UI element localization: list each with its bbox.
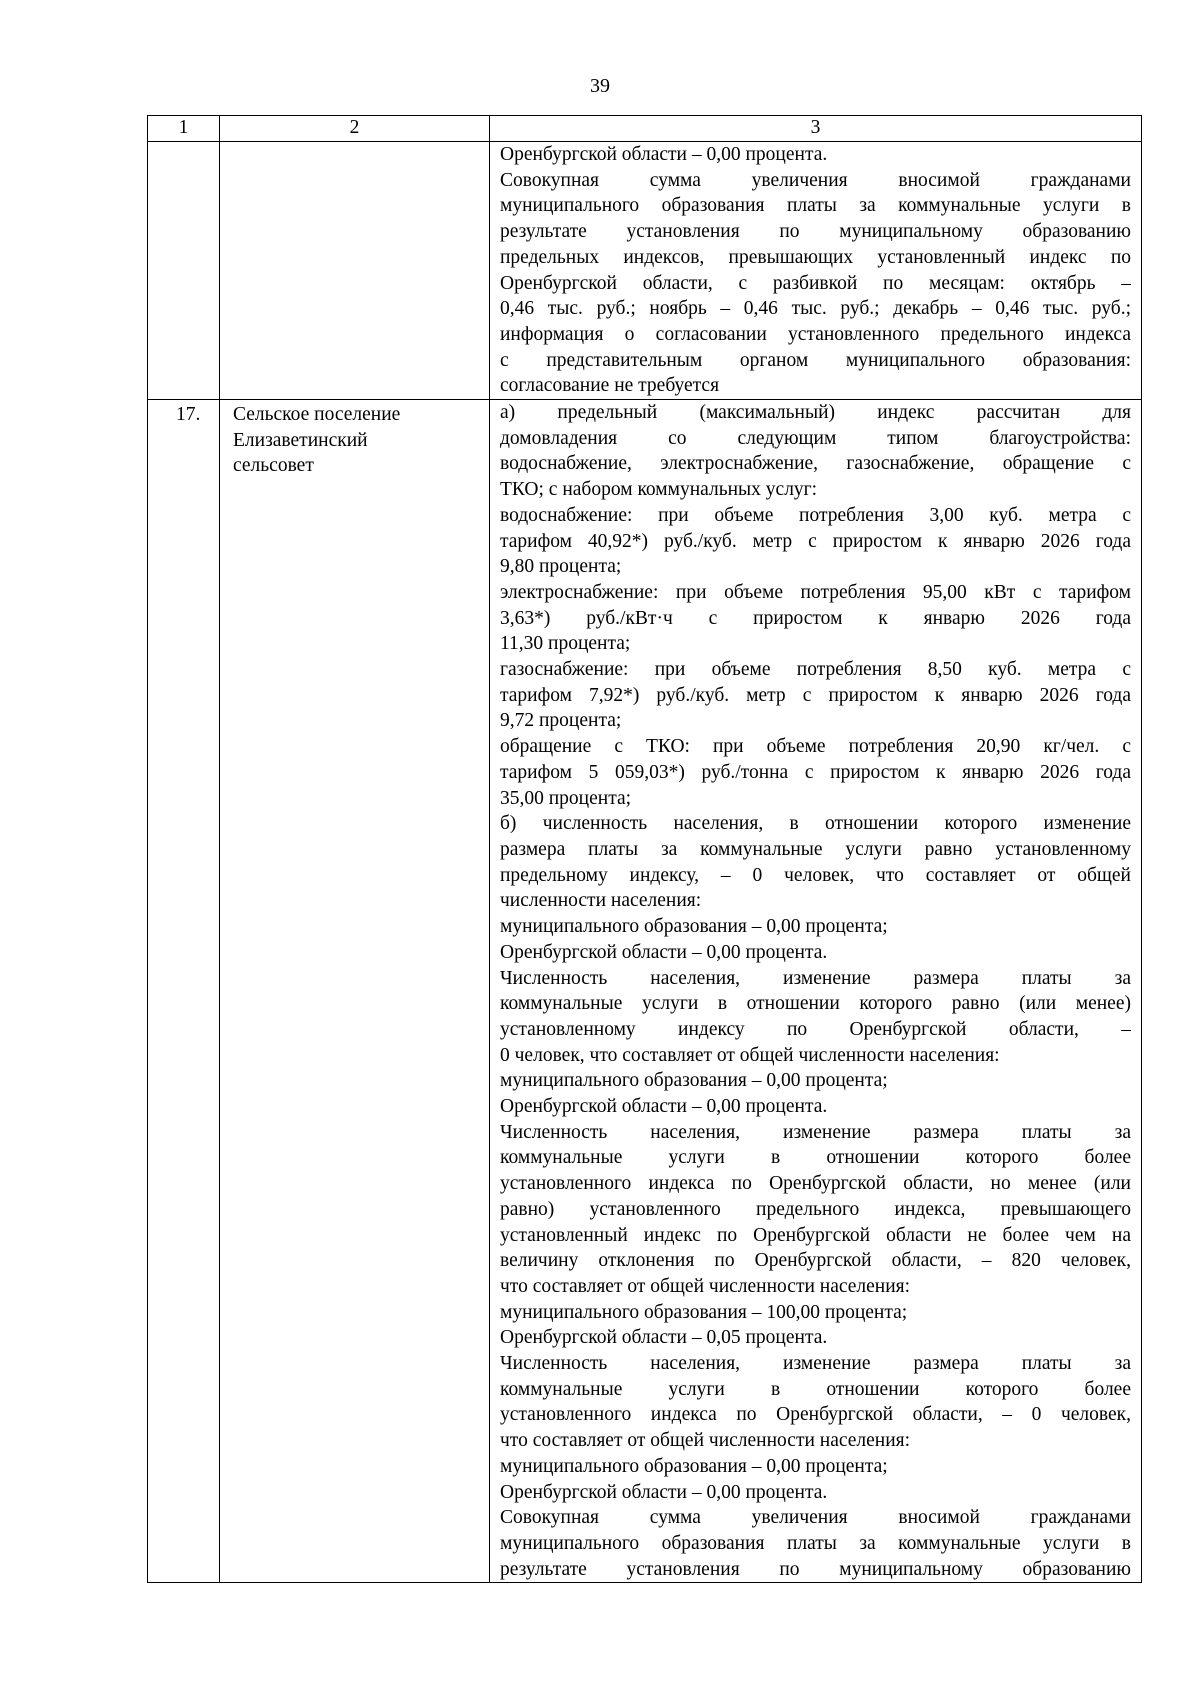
text-line: 11,30 процента;	[500, 633, 631, 655]
text-line: 0,46 тыс. руб.; ноябрь – 0,46 тыс. руб.; декабрь – 0,46 тыс. руб.;	[500, 298, 1131, 320]
index-description-text	[500, 400, 1131, 1582]
text-line: предельных индексов, превышающих установленный индекс по	[500, 246, 1131, 268]
text-line: Совокупная сумма увеличения вносимой гражданами	[500, 169, 1131, 191]
text-line: результате установления по муниципальному образованию	[500, 221, 1131, 243]
continuation-text-cell	[490, 142, 1142, 400]
text-line: муниципального образования – 0,00 процента;	[500, 1070, 888, 1092]
index-description-cell	[490, 400, 1142, 1583]
municipality-name-line: Елизаветинский	[233, 429, 368, 451]
text-line: численности населения:	[500, 890, 702, 912]
text-line: 0 человек, что составляет от общей численности населения:	[500, 1044, 1000, 1066]
text-line: Оренбургской области – 0,00 процента.	[500, 941, 828, 963]
text-line: Численность населения, изменение размера платы за	[500, 1353, 1131, 1375]
text-line: 9,80 процента;	[500, 556, 622, 578]
text-line: с представительным органом муниципального образования:	[500, 349, 1131, 371]
column-header-3: 3	[490, 116, 1142, 142]
table-row-17	[148, 400, 1142, 1583]
text-line: что составляет от общей численности населения:	[500, 1430, 911, 1452]
text-line: информация о согласовании установленного предельного индекса	[500, 323, 1131, 345]
tariff-index-table	[147, 115, 1142, 1583]
text-line: тарифом 40,92*) руб./куб. метр с приростом к январю 2026 года	[500, 530, 1131, 552]
text-line: Совокупная сумма увеличения вносимой гражданами	[500, 1507, 1131, 1529]
municipality-name-line: Сельское поселение	[233, 404, 401, 426]
text-line: муниципального образования платы за коммунальные услуги в	[500, 195, 1131, 217]
municipality-name	[220, 400, 490, 1583]
text-line: 3,63*) руб./кВт·ч с приростом к январю 2026 года	[500, 607, 1131, 629]
text-line: коммунальные услуги в отношении которого равно (или менее)	[500, 993, 1131, 1015]
text-line: величину отклонения по Оренбургской области, – 820 человек,	[500, 1250, 1131, 1272]
text-line: муниципального образования – 100,00 процента;	[500, 1301, 908, 1323]
text-line: обращение с ТКО: при объеме потребления 20,90 кг/чел. с	[500, 736, 1131, 758]
text-line: что составляет от общей численности населения:	[500, 1275, 911, 1297]
text-line: результате установления по муниципальному образованию	[500, 1558, 1131, 1580]
table-row-continuation	[148, 142, 1142, 400]
text-line: Оренбургской области – 0,00 процента.	[500, 144, 828, 165]
text-line: коммунальные услуги в отношении которого более	[500, 1378, 1131, 1400]
text-line: Оренбургской области – 0,00 процента.	[500, 1481, 828, 1503]
text-line: газоснабжение: при объеме потребления 8,50 куб. метра с	[500, 659, 1131, 681]
text-line: установленного индекса по Оренбургской области, но менее (или	[500, 1173, 1131, 1195]
text-line: Численность населения, изменение размера платы за	[500, 967, 1131, 989]
text-line: водоснабжение: при объеме потребления 3,00 куб. метра с	[500, 504, 1131, 526]
text-line: предельному индексу, – 0 человек, что составляет от общей	[500, 864, 1131, 886]
text-line: 35,00 процента;	[500, 787, 632, 809]
text-line: Оренбургской области – 0,05 процента.	[500, 1327, 828, 1349]
municipality-name-line: сельсовет	[233, 455, 314, 477]
text-line: а) предельный (максимальный) индекс рассчитан для	[500, 402, 1131, 424]
text-line: тарифом 7,92*) руб./куб. метр с приростом к январю 2026 года	[500, 684, 1131, 706]
text-line: муниципального образования – 0,00 процента;	[500, 1455, 888, 1477]
text-line: согласование не требуется	[500, 375, 720, 397]
text-line: муниципального образования платы за коммунальные услуги в	[500, 1532, 1131, 1554]
row-number: 17.	[148, 400, 220, 1583]
text-line: установленный индекс по Оренбургской области не более чем на	[500, 1224, 1131, 1246]
text-line: водоснабжение, электроснабжение, газоснабжение, обращение с	[500, 453, 1131, 475]
text-line: установленного индекса по Оренбургской области, – 0 человек,	[500, 1404, 1131, 1426]
text-line: Численность населения, изменение размера платы за	[500, 1121, 1131, 1143]
text-line: Оренбургской области, с разбивкой по месяцам: октябрь –	[500, 272, 1131, 294]
page-number: 39	[590, 75, 610, 97]
text-line: равно) установленного предельного индекса, превышающего	[500, 1198, 1131, 1220]
text-line: электроснабжение: при объеме потребления 95,00 кВт с тарифом	[500, 581, 1131, 603]
text-line: коммунальные услуги в отношении которого более	[500, 1147, 1131, 1169]
text-line: муниципального образования – 0,00 процента;	[500, 916, 888, 938]
text-line: ТКО; с набором коммунальных услуг:	[500, 479, 818, 501]
text-line: тарифом 5 059,03*) руб./тонна с приростом к январю 2026 года	[500, 761, 1131, 783]
table-header-row	[148, 116, 1142, 142]
continuation-text	[500, 142, 1131, 399]
column-header-2: 2	[220, 116, 490, 142]
column-header-1: 1	[148, 116, 220, 142]
continuation-name-cell	[220, 142, 490, 400]
text-line: размера платы за коммунальные услуги равно установленному	[500, 838, 1131, 860]
continuation-number-cell	[148, 142, 220, 400]
text-line: установленному индексу по Оренбургской области, –	[500, 1018, 1131, 1040]
text-line: 9,72 процента;	[500, 710, 622, 732]
text-line: Оренбургской области – 0,00 процента.	[500, 1096, 828, 1118]
text-line: б) численность населения, в отношении которого изменение	[500, 813, 1131, 835]
text-line: домовладения со следующим типом благоустройства:	[500, 427, 1131, 449]
